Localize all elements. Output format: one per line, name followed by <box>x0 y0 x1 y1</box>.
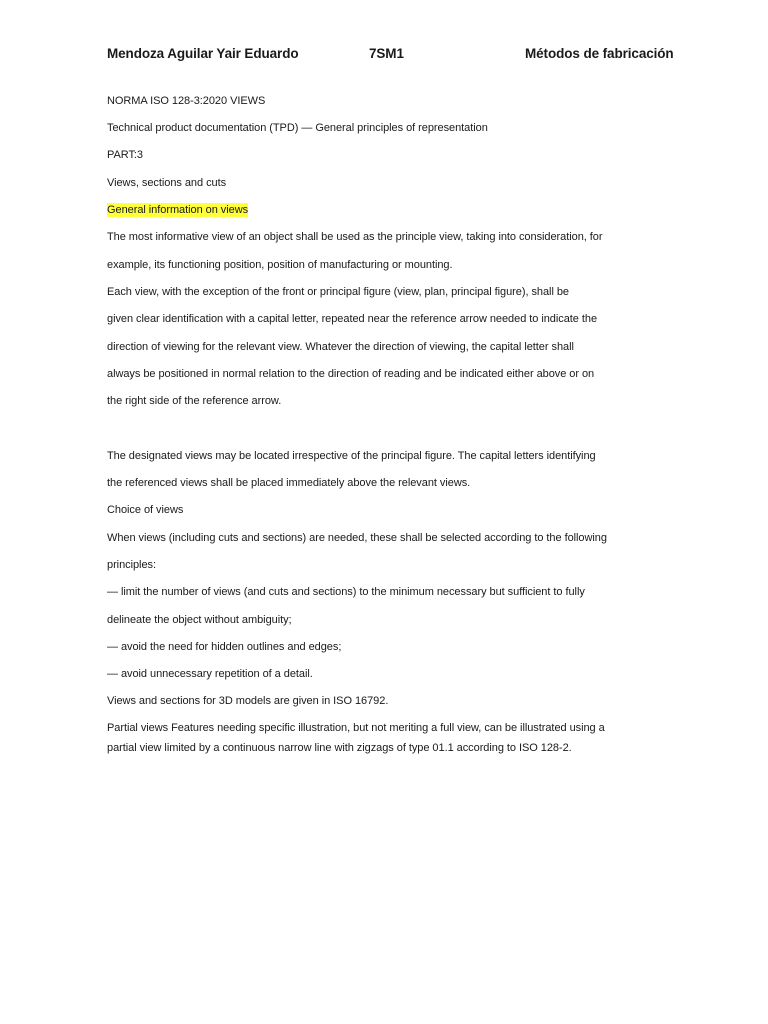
section-heading-choice-of-views: Choice of views <box>107 504 184 516</box>
group-code: 7SM1 <box>369 46 404 61</box>
highlighted-heading: General information on views <box>107 204 249 216</box>
paragraph-line: When views (including cuts and sections) are needed, these shall be selected according to the following <box>107 532 607 544</box>
paragraph-line: the right side of the reference arrow. <box>107 395 282 407</box>
list-item: — limit the number of views (and cuts and sections) to the minimum necessary but sufficient to fully <box>107 586 585 598</box>
part-number: PART:3 <box>107 149 143 161</box>
norm-title: NORMA ISO 128-3:2020 VIEWS <box>107 95 266 107</box>
paragraph-line: always be positioned in normal relation to the direction of reading and be indicated either above or on <box>107 368 595 380</box>
list-item: — avoid unnecessary repetition of a detail. <box>107 668 313 680</box>
subject-title: Métodos de fabricación <box>525 46 674 61</box>
document-title: Technical product documentation (TPD) — General principles of representation <box>107 122 488 134</box>
paragraph-line: principles: <box>107 559 156 571</box>
paragraph-line: the referenced views shall be placed immediately above the relevant views. <box>107 477 471 489</box>
paragraph-line: example, its functioning position, position of manufacturing or mounting. <box>107 259 453 271</box>
list-item-continuation: delineate the object without ambiguity; <box>107 614 292 626</box>
paragraph-line: The designated views may be located irrespective of the principal figure. The capital letters identifying <box>107 450 596 462</box>
paragraph-line: Views and sections for 3D models are given in ISO 16792. <box>107 695 389 707</box>
list-item: — avoid the need for hidden outlines and edges; <box>107 641 342 653</box>
paragraph-line: Partial views Features needing specific illustration, but not meriting a full view, can be illustrated using a <box>107 722 605 734</box>
paragraph-line: partial view limited by a continuous narrow line with zigzags of type 01.1 according to ISO 128-2. <box>107 742 572 754</box>
author-name: Mendoza Aguilar Yair Eduardo <box>107 46 299 61</box>
section-heading-general-info <box>107 203 248 217</box>
part-title: Views, sections and cuts <box>107 177 227 189</box>
paragraph-line: given clear identification with a capital letter, repeated near the reference arrow needed to indicate the <box>107 313 598 325</box>
paragraph-line: The most informative view of an object shall be used as the principle view, taking into consideration, for <box>107 231 603 243</box>
paragraph-line: Each view, with the exception of the front or principal figure (view, plan, principal figure), shall be <box>107 286 569 298</box>
paragraph-line: direction of viewing for the relevant view. Whatever the direction of viewing, the capital letter shall <box>107 341 574 353</box>
